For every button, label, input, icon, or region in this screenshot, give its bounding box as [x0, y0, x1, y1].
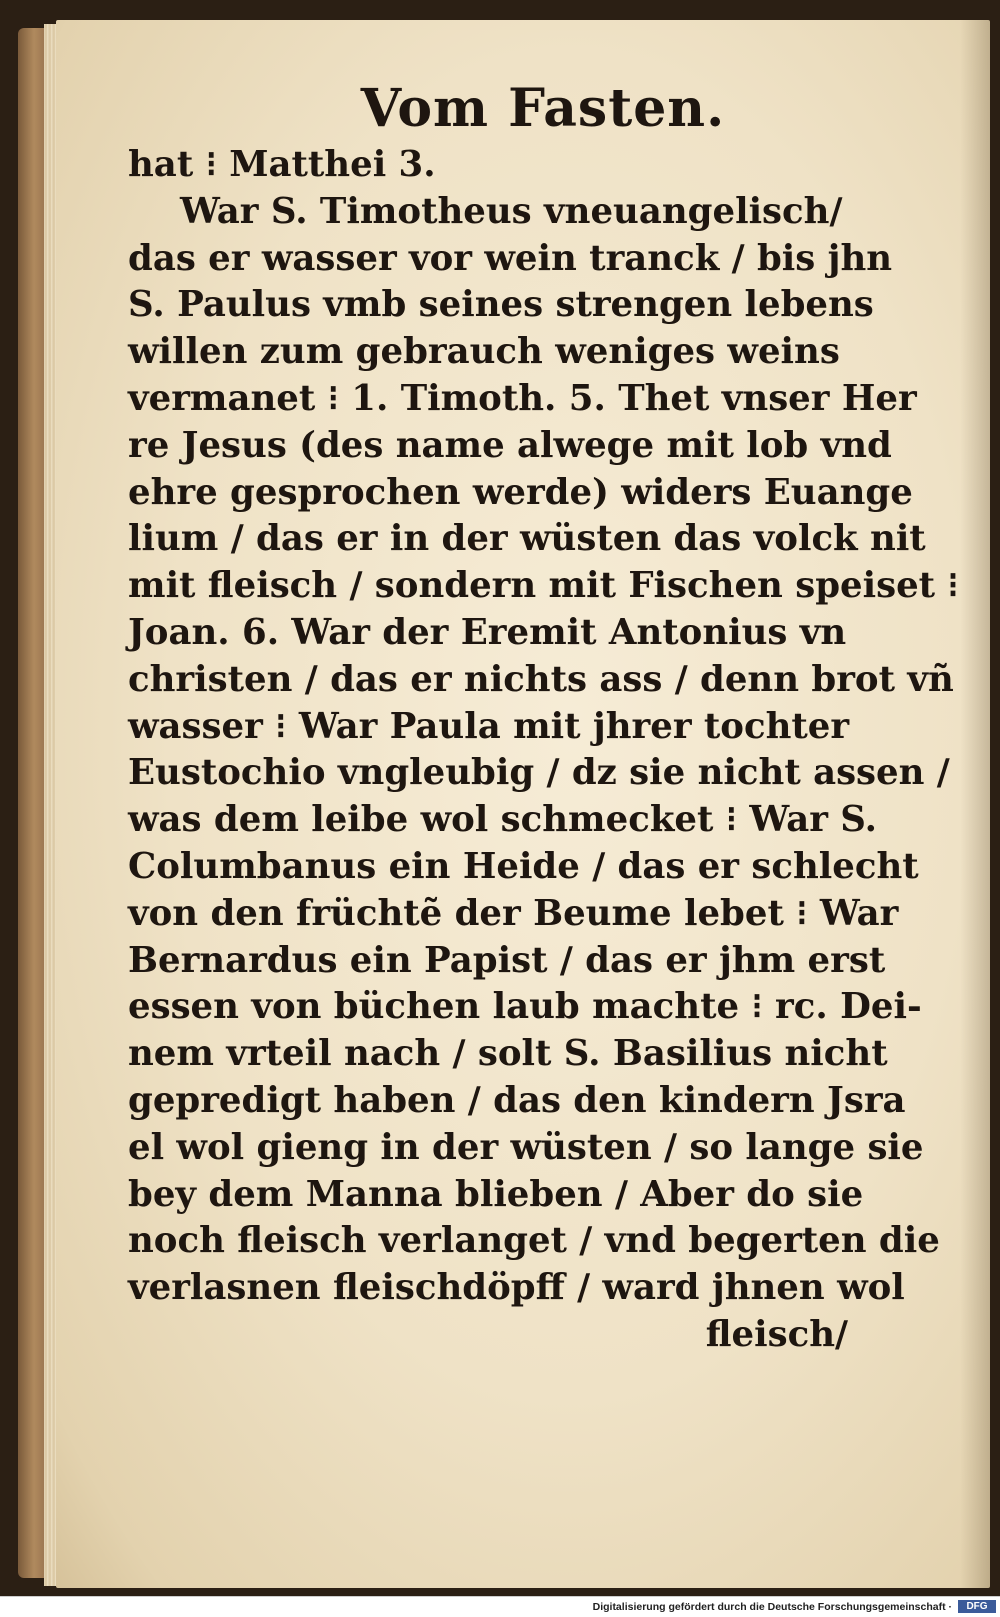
text-line: mit fleisch / sondern mit Fischen speiset ⁝: [128, 565, 959, 607]
text-line: christen / das er nichts ass / denn brot vñ: [128, 658, 954, 700]
dfg-logo-icon: DFG: [958, 1600, 996, 1613]
text-line: nem vrteil nach / solt S. Basilius nicht: [128, 1033, 888, 1075]
text-line: Joan. 6. War der Eremit Antonius vn: [128, 611, 847, 653]
text-block: [128, 142, 959, 1359]
catchword: fleisch/: [705, 1313, 848, 1355]
text-line: essen von büchen laub machte ⁝ rc. Dei-: [128, 986, 922, 1028]
text-line: Eustochio vngleubig / dz sie nicht assen /: [128, 752, 950, 794]
text-line: hat ⁝ Matthei 3.: [128, 144, 436, 185]
text-line: was dem leibe wol schmecket ⁝ War S.: [128, 799, 877, 841]
text-line: Bernardus ein Papist / das er jhm erst: [128, 939, 886, 981]
text-line: verlasnen fleischdöpff / ward jhnen wol: [128, 1267, 905, 1309]
text-line: wasser ⁝ War Paula mit jhrer tochter: [128, 705, 850, 747]
text-line: re Jesus (des name alwege mit lob vnd: [128, 424, 892, 466]
text-line: vermanet ⁝ 1. Timoth. 5. Thet vnser Her: [128, 377, 917, 419]
text-line: ehre gesprochen werde) widers Euange: [128, 471, 913, 513]
text-line: el wol gieng in der wüsten / so lange sie: [128, 1126, 924, 1168]
running-head: Vom Fasten.: [360, 78, 726, 139]
text-line: das er wasser vor wein tranck / bis jhn: [128, 237, 893, 279]
text-line: War S. Timotheus vneuangelisch/: [180, 190, 843, 232]
text-line: Columbanus ein Heide / das er schlecht: [128, 845, 919, 887]
text-line: bey dem Manna blieben / Aber do sie: [128, 1173, 864, 1215]
text-line: noch fleisch verlanget / vnd begerten die: [128, 1220, 940, 1262]
funding-credit: Digitalisierung gefördert durch die Deutsche Forschungsgemeinschaft ·: [592, 1601, 952, 1613]
text-line: lium / das er in der wüsten das volck nit: [128, 518, 926, 560]
text-line: gepredigt haben / das den kindern Jsra: [128, 1079, 906, 1121]
text-line: S. Paulus vmb seines strengen lebens: [128, 284, 874, 326]
text-line: willen zum gebrauch weniges weins: [128, 331, 840, 373]
text-line: von den früchtẽ der Beume lebet ⁝ War: [128, 892, 899, 934]
footer-bar: [0, 1596, 1000, 1617]
